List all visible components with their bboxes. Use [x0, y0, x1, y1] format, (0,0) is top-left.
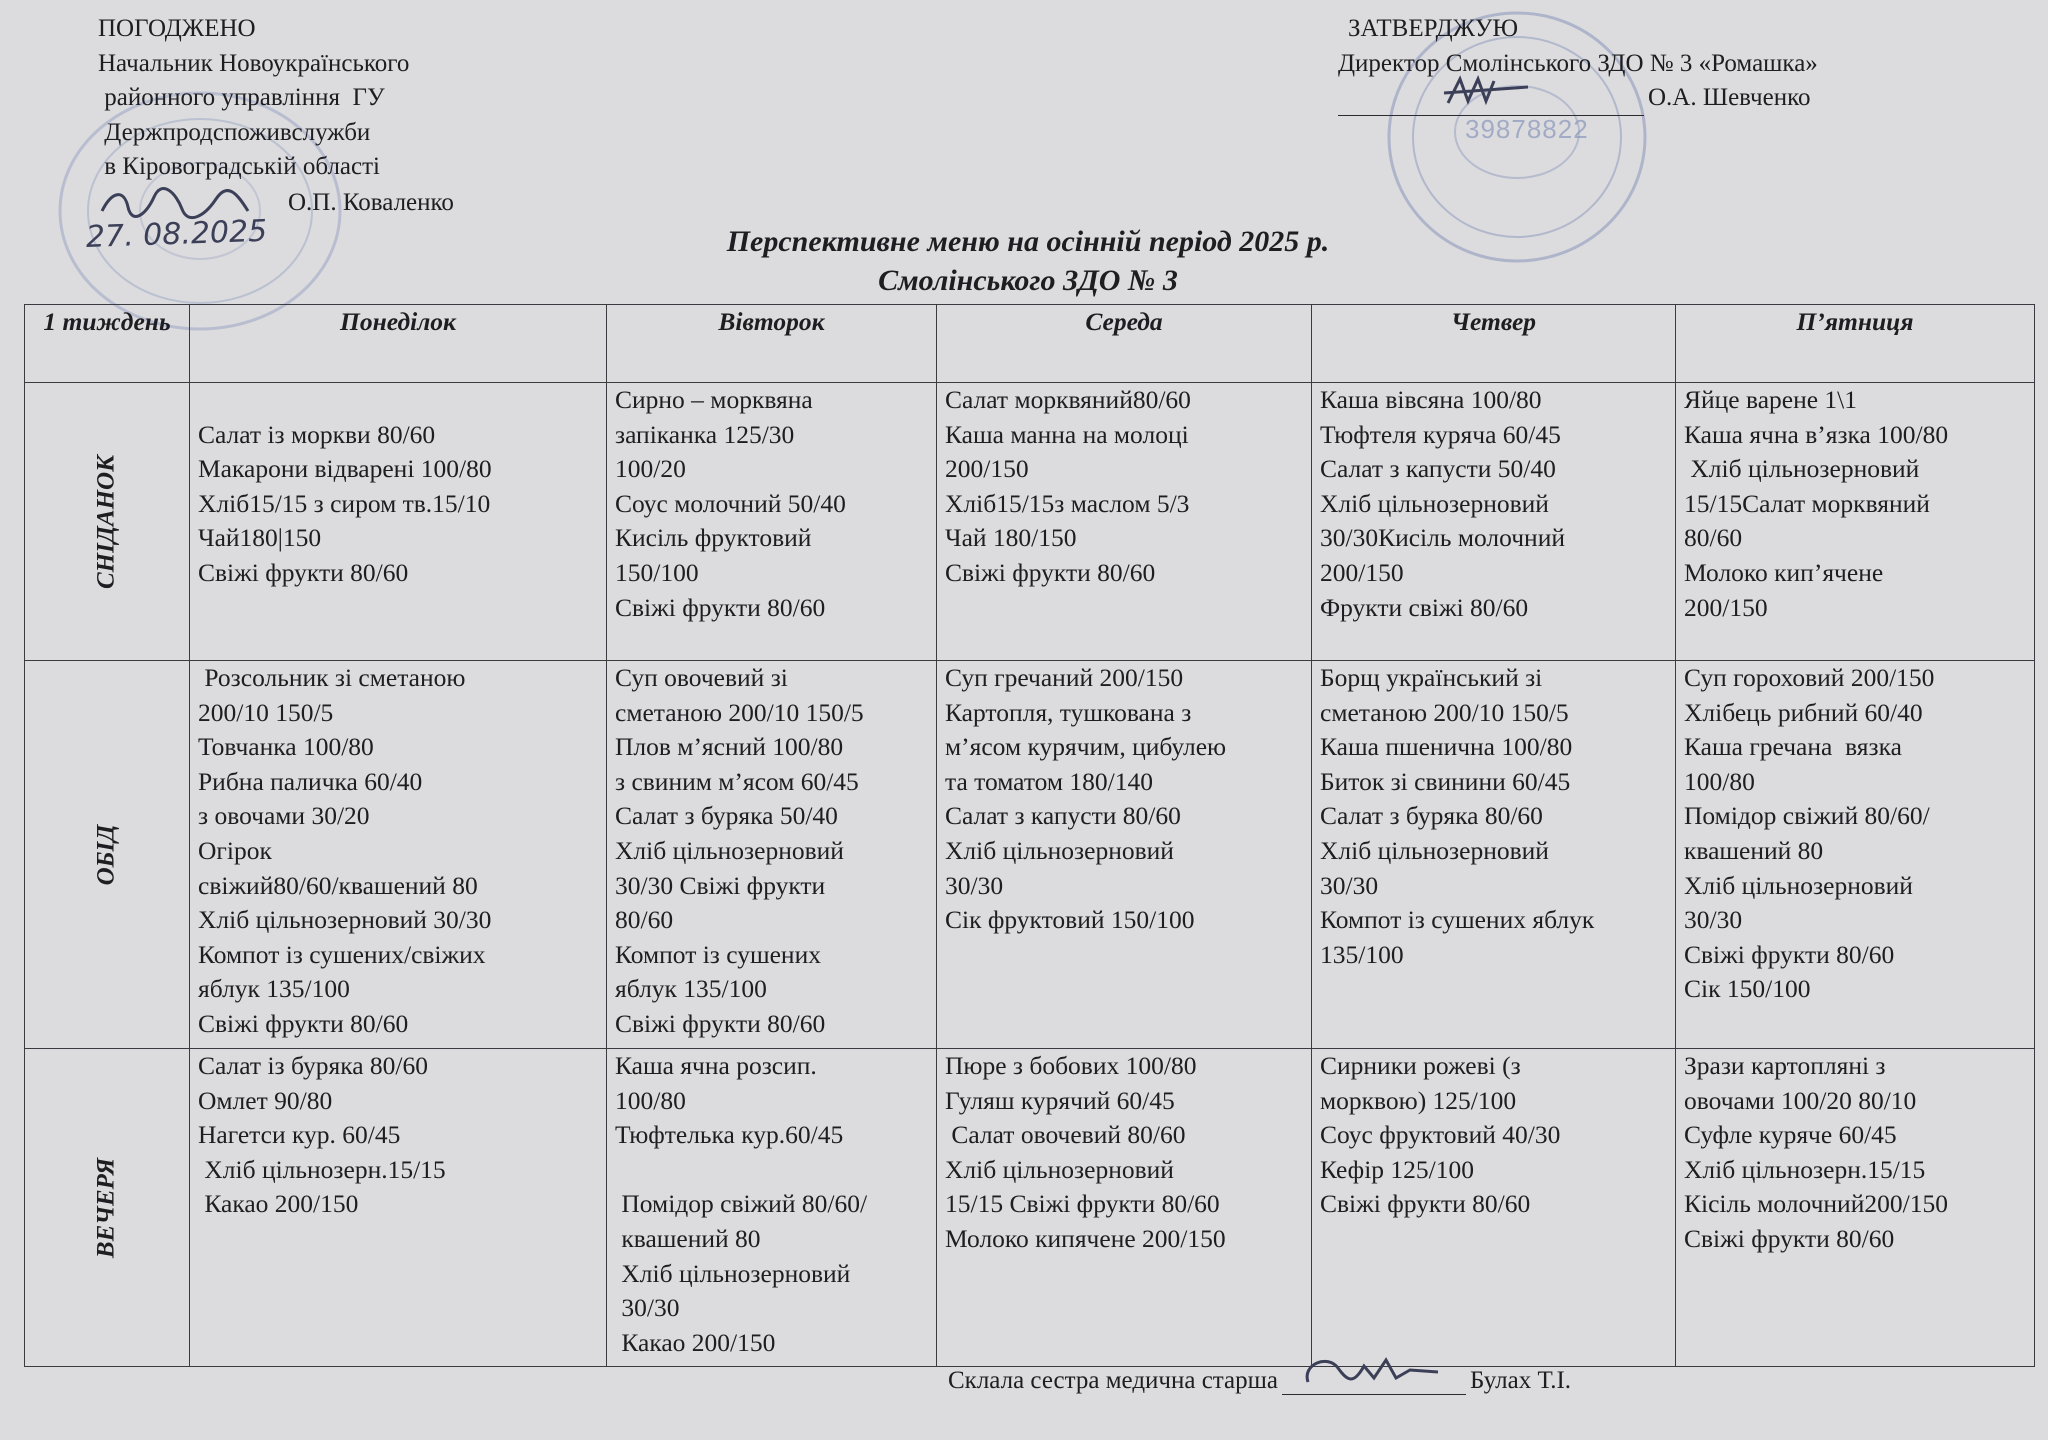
compiled-by: [948, 1367, 1571, 1395]
menu-item: Фрукти свіжі 80/60: [1320, 592, 1529, 622]
menu-item: Розсольник зі сметаною: [198, 663, 466, 692]
menu-item: яблук 135/100: [198, 974, 350, 1004]
menu-item: Огірок: [198, 835, 272, 865]
menu-cell: [607, 1049, 937, 1367]
approval-block: [85, 12, 454, 255]
menu-item: морквою) 125/100: [1320, 1085, 1517, 1115]
menu-item: Свіжі фрукти 80/60: [198, 1008, 409, 1038]
day-header: Четвер: [1312, 305, 1676, 383]
menu-item: Хліб цільнозерновий: [615, 1258, 851, 1288]
menu-item: Хліб цільнозерновий: [1320, 488, 1549, 518]
menu-cell: [607, 383, 937, 661]
menu-item: [615, 1153, 928, 1188]
menu-item: Свіжі фрукти 80/60: [1684, 939, 1895, 969]
menu-item: Компот із сушених яблук: [1320, 905, 1595, 935]
menu-item: Каша гречана вязка: [1684, 732, 1902, 762]
menu-item: Хліб цільнозерновий 30/30: [198, 905, 492, 935]
menu-item: Хліб цільнозерновий: [945, 1154, 1174, 1184]
menu-item: Зрази картопляні з: [1684, 1051, 1886, 1080]
menu-item: Тюфтеля куряча 60/45: [1320, 419, 1561, 449]
menu-item: Хліб цільнозерновий: [1684, 870, 1913, 900]
menu-item: Каша ячна розсип.: [615, 1051, 817, 1080]
document-title: Перспективне меню на осінній період 2025 р.: [726, 225, 1330, 258]
menu-item: Кісіль молочний200/150: [1684, 1189, 1948, 1219]
menu-item: 15/15 Свіжі фрукти 80/60: [945, 1189, 1220, 1219]
menu-item: Салат овочевий 80/60: [945, 1120, 1186, 1150]
director-signature-image: [1438, 73, 1558, 113]
menu-item: Хліб цільнозерн.15/15: [1684, 1154, 1926, 1184]
menu-item: Компот із сушених/свіжих: [198, 939, 486, 969]
menu-item: [198, 383, 598, 418]
compiled-by-label: Склала сестра медична старша: [948, 1367, 1278, 1394]
meal-label: ВЕЧЕРЯ: [92, 1157, 120, 1258]
menu-item: Товчанка 100/80: [198, 732, 374, 762]
menu-cell: [1676, 661, 2035, 1049]
menu-item: Свіжі фрукти 80/60: [198, 557, 409, 587]
menu-item: квашений 80: [1684, 835, 1824, 865]
menu-item: Помідор свіжий 80/60/: [615, 1189, 868, 1219]
menu-item: квашений 80: [615, 1223, 761, 1253]
menu-item: Сік фруктовий 150/100: [945, 905, 1195, 935]
menu-item: Каша вівсяна 100/80: [1320, 385, 1542, 414]
menu-item: Борщ український зі: [1320, 663, 1543, 692]
menu-item: 100/80: [1684, 766, 1755, 796]
meal-label: ОБІД: [92, 824, 120, 885]
table-header-row: [25, 305, 2035, 383]
menu-item: 30/30: [615, 1293, 680, 1323]
menu-item: Салат із буряка 80/60: [198, 1051, 428, 1080]
menu-item: 30/30: [1684, 905, 1743, 935]
menu-item: Нагетси кур. 60/45: [198, 1120, 401, 1150]
menu-item: Каша ячна в’язка 100/80: [1684, 419, 1949, 449]
menu-item: 30/30 Свіжі фрукти: [615, 870, 826, 900]
menu-item: Чай180|150: [198, 523, 322, 553]
menu-item: Соус фруктовий 40/30: [1320, 1120, 1561, 1150]
table-row: [25, 1049, 2035, 1367]
menu-item: свіжий80/60/квашений 80: [198, 870, 478, 900]
menu-item: 80/60: [1684, 523, 1743, 553]
approval-line-3: Держпродспоживслужби: [98, 118, 371, 146]
menu-item: з овочами 30/20: [198, 801, 370, 831]
approval-line-1: Начальник Новоукраїнського: [98, 49, 410, 77]
day-header: П’ятниця: [1676, 305, 2035, 383]
menu-item: Какао 200/150: [198, 1189, 359, 1219]
menu-item: Гуляш курячий 60/45: [945, 1085, 1175, 1115]
menu-item: сметаною 200/10 150/5: [1320, 697, 1569, 727]
approval-line-2: районного управління ГУ: [98, 84, 385, 111]
menu-item: Суп гороховий 200/150: [1684, 663, 1935, 692]
menu-cell: [1312, 661, 1676, 1049]
menu-item: 30/30Кисіль молочний: [1320, 523, 1566, 553]
approval-line-4: в Кіровоградській області: [98, 153, 380, 180]
menu-item: Макарони відварені 100/80: [198, 454, 492, 484]
menu-item: Свіжі фрукти 80/60: [615, 592, 826, 622]
menu-item: 200/150: [1320, 557, 1404, 587]
menu-item: 30/30: [1320, 870, 1379, 900]
menu-item: Свіжі фрукти 80/60: [945, 557, 1156, 587]
confirmation-signature-line: [1338, 87, 1644, 116]
nurse-signature-image: [1298, 1348, 1448, 1392]
menu-item: Кефір 125/100: [1320, 1154, 1474, 1184]
menu-item: 135/100: [1320, 939, 1404, 969]
menu-item: Хліб цільнозерновий: [615, 835, 844, 865]
compiled-by-name: Булах Т.І.: [1469, 1367, 1572, 1394]
day-header: Понеділок: [190, 305, 607, 383]
menu-item: Сирно – морквяна: [615, 385, 813, 414]
menu-cell: [607, 661, 937, 1049]
menu-item: Свіжі фрукти 80/60: [615, 1008, 826, 1038]
menu-item: Хлібець рибний 60/40: [1684, 697, 1923, 727]
menu-item: Рибна паличка 60/40: [198, 766, 423, 796]
menu-item: Биток зі свинини 60/45: [1320, 766, 1571, 796]
day-header: Вівторок: [607, 305, 937, 383]
menu-item: Суп овочевий зі: [615, 663, 788, 692]
menu-item: Омлет 90/80: [198, 1085, 333, 1115]
menu-cell: [190, 1049, 607, 1367]
menu-item: Свіжі фрукти 80/60: [1320, 1189, 1531, 1219]
menu-item: 150/100: [615, 557, 699, 587]
meal-label: СНІДАНОК: [92, 454, 120, 589]
menu-item: Каша пшенична 100/80: [1320, 732, 1573, 762]
menu-item: Плов м’ясний 100/80: [615, 732, 844, 762]
menu-item: 200/150: [945, 454, 1029, 484]
confirmation-block: [1338, 12, 1818, 116]
table-row: [25, 661, 2035, 1049]
menu-item: Хліб цільнозерновий: [1320, 835, 1549, 865]
menu-item: Хліб цільнозерн.15/15: [198, 1154, 446, 1184]
menu-item: Яйце варене 1\1: [1684, 385, 1858, 414]
menu-item: Какао 200/150: [615, 1327, 776, 1357]
menu-item: Помідор свіжий 80/60/: [1684, 801, 1930, 831]
menu-item: Салат з буряка 80/60: [1320, 801, 1543, 831]
menu-item: Хліб цільнозерновий: [1684, 454, 1920, 484]
confirmation-signature-name: О.А. Шевченко: [1648, 84, 1811, 111]
menu-item: 100/20: [615, 454, 686, 484]
menu-item: Суп гречаний 200/150: [945, 663, 1184, 692]
menu-item: Чай 180/150: [945, 523, 1077, 553]
menu-item: Сирники рожеві (з: [1320, 1051, 1521, 1080]
table-row: [25, 383, 2035, 661]
menu-item: Салат з капусти 80/60: [945, 801, 1181, 831]
menu-cell: [1312, 1049, 1676, 1367]
menu-item: 15/15Салат морквяний: [1684, 488, 1930, 518]
menu-item: 100/80: [615, 1085, 686, 1115]
menu-cell: [937, 661, 1312, 1049]
menu-item: Хліб15/15з маслом 5/3: [945, 488, 1190, 518]
menu-item: 30/30: [945, 870, 1004, 900]
menu-item: овочами 100/20 80/10: [1684, 1085, 1917, 1115]
menu-item: Салат із моркви 80/60: [198, 419, 436, 449]
menu-item: Молоко кипячене 200/150: [945, 1223, 1226, 1253]
menu-item: Свіжі фрукти 80/60: [1684, 1223, 1895, 1253]
confirmation-position: Директор Смолінського ЗДО № 3 «Ромашка»: [1338, 49, 1818, 77]
menu-cell: [937, 383, 1312, 661]
menu-table: [24, 304, 2035, 1367]
menu-item: Каша манна на молоці: [945, 419, 1189, 449]
menu-item: сметаною 200/10 150/5: [615, 697, 864, 727]
menu-cell: [190, 383, 607, 661]
menu-cell: [937, 1049, 1312, 1367]
menu-item: Картопля, тушкована з: [945, 697, 1192, 727]
menu-item: з свиним м’ясом 60/45: [615, 766, 859, 796]
menu-item: Салат морквяний80/60: [945, 385, 1191, 414]
document-subtitle: Смолінського ЗДО № 3: [878, 264, 1178, 297]
menu-item: Тюфтелька кур.60/45: [615, 1120, 844, 1150]
menu-item: 200/10 150/5: [198, 697, 334, 727]
menu-item: Сік 150/100: [1684, 974, 1811, 1004]
menu-item: Суфле куряче 60/45: [1684, 1120, 1897, 1150]
compiled-by-signature-line: [1282, 1368, 1466, 1395]
menu-item: Кисіль фруктовий: [615, 523, 812, 553]
menu-item: та томатом 180/140: [945, 766, 1154, 796]
menu-cell: [1312, 383, 1676, 661]
menu-item: Компот із сушених: [615, 939, 821, 969]
approval-date: 27. 08.2025: [85, 213, 268, 255]
day-header: Середа: [937, 305, 1312, 383]
menu-item: Салат з капусти 50/40: [1320, 454, 1556, 484]
menu-item: 200/150: [1684, 592, 1768, 622]
menu-item: Молоко кип’ячене: [1684, 557, 1884, 587]
menu-item: Пюре з бобових 100/80: [945, 1051, 1197, 1080]
menu-item: Соус молочний 50/40: [615, 488, 846, 518]
menu-cell: [1676, 383, 2035, 661]
stamp-code: 39878822: [1465, 114, 1589, 144]
menu-item: 80/60: [615, 905, 674, 935]
menu-item: Хліб цільнозерновий: [945, 835, 1174, 865]
approval-signature-name: О.П. Коваленко: [288, 189, 454, 216]
menu-cell: [190, 661, 607, 1049]
confirmation-title: ЗАТВЕРДЖУЮ: [1348, 15, 1519, 42]
menu-cell: [1676, 1049, 2035, 1367]
menu-item: запіканка 125/30: [615, 419, 795, 449]
week-label: 1 тиждень: [25, 305, 190, 383]
menu-item: Салат з буряка 50/40: [615, 801, 838, 831]
menu-item: яблук 135/100: [615, 974, 767, 1004]
approval-title: ПОГОДЖЕНО: [98, 15, 256, 42]
menu-item: Хліб15/15 з сиром тв.15/10: [198, 488, 491, 518]
menu-item: м’ясом курячим, цибулею: [945, 732, 1227, 762]
